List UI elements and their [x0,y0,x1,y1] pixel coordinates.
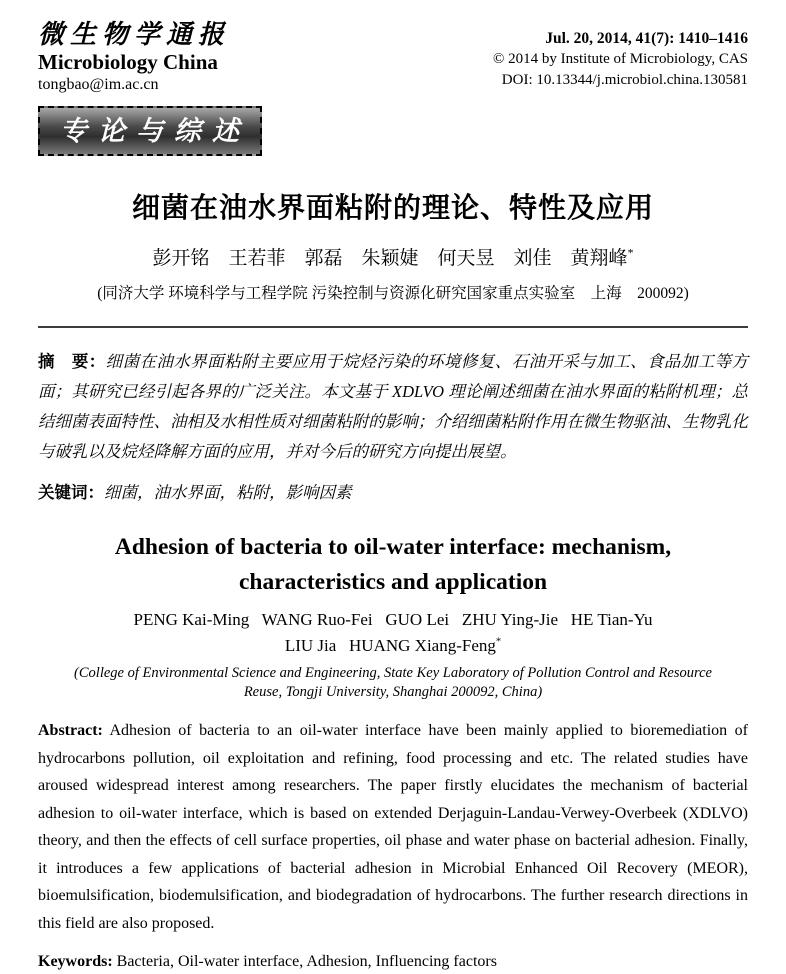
keywords-label-chinese: 关键词： [38,484,104,502]
authors-chinese [38,243,748,270]
authors-english [38,607,748,659]
abstract-text-chinese: 细菌在油水界面粘附主要应用于烷烃污染的环境修复、石油开采与加工、食品加工等方面；其研究已经引起各界的广泛关注。本文基于 XDLVO 理论阐述细菌在油水界面的粘附机理；总结细菌表面特性、油相及水相性质对细菌粘附的影响；介绍细菌粘附作用在微生物驱油、生物乳化与破乳以及烷烃降解方面的应用，并对今后的研究方向提出展望。 [38,352,749,461]
article-title-english [38,530,748,600]
corresponding-author-mark: * [627,246,634,260]
keywords-text-chinese: 细菌，油水界面，粘附，影响因素 [104,483,352,502]
journal-identity [38,20,230,95]
affiliation-english [38,664,748,702]
issue-info-block [493,20,748,91]
affiliation-english-line1: (College of Environmental Science and Engineering, State Key Laboratory of Pollution Control and Resource [74,665,712,681]
affiliation-english-line2: Reuse, Tongji University, Shanghai 200092, China) [243,684,543,700]
journal-email: tongbao@im.ac.cn [38,76,159,93]
affiliation-chinese: (同济大学 环境科学与工程学院 污染控制与资源化研究国家重点实验室 上海 200092) [97,285,689,302]
title-english-line1: Adhesion of bacteria to oil-water interface: mechanism, [114,534,672,560]
keywords-english [38,950,748,974]
copyright-line: © 2014 by Institute of Microbiology, CAS [493,51,748,67]
keywords-chinese [38,480,748,506]
column-banner: 专论与综述 [38,106,262,156]
abstract-label-chinese: 摘 要： [38,353,106,371]
keywords-text-english: Bacteria, Oil-water interface, Adhesion, Influencing factors [112,953,497,970]
header-divider-rule [38,326,748,328]
title-english-line2: characteristics and application [238,569,548,595]
corresponding-author-mark-english: * [495,636,502,648]
doi-line: DOI: 10.13344/j.microbiol.china.130581 [501,72,748,88]
abstract-text-english: Adhesion of bacteria to an oil-water interface have been mainly applied to bioremediation of hydrocarbons pollution, oil exploitation and refining, food processing and etc. The related studies have aroused widespread interest among researchers. The paper firstly elucidates the mechanism of bacterial adhesion to oil-water interface, which is based on extended Derjaguin-Landau-Verwey-Overbeek (XDLVO) theory, and then the effects of cell surface properties, oil phase and water phase on bacterial adhesion. Finally, it introduces a few applications of bacterial adhesion in Microbial Enhanced Oil Recovery (MEOR), bioemulsification, biodemulsification, and biodegradation of hydrocarbons. The further research directions in this field are also proposed. [38,722,748,932]
article-title-chinese: 细菌在油水界面粘附的理论、特性及应用 [131,192,654,223]
authors-english-line1: PENG Kai-Ming WANG Ruo-Fei GUO Lei ZHU Ying-Jie HE Tian-Yu [133,610,653,629]
issue-date: Jul. 20, 2014, 41(7): 1410–1416 [545,30,748,47]
abstract-label-english: Abstract: [38,722,103,739]
authors-chinese-names: 彭开铭 王若菲 郭磊 朱颖婕 何天昱 刘佳 黄翔峰 [152,248,628,269]
abstract-english [38,717,748,937]
journal-name-chinese: 微生物学通报 [38,20,231,49]
journal-name-english: Microbiology China [38,50,218,74]
authors-english-line2: LIU Jia HUANG Xiang-Feng [284,636,496,655]
abstract-chinese [38,347,748,467]
page-header [38,20,748,95]
keywords-label-english: Keywords: [38,953,113,970]
